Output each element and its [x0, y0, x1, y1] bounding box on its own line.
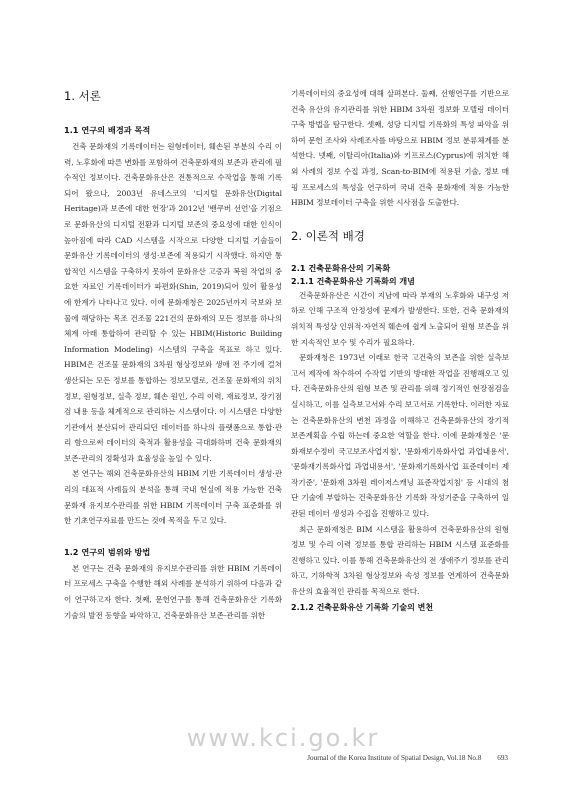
section-2-1-1-heading: 2.1.1 건축문화유산 기록화의 개념: [291, 276, 415, 286]
section-1-heading: 1. 서론: [64, 89, 101, 103]
page-footer: [307, 754, 508, 762]
section-2-1-2-heading: 2.1.2 건축문화유산 기록화 기술의 변천: [291, 602, 434, 612]
paragraph: 기록데이터의 중요성에 대해 살펴본다. 둘째, 선행연구를 기반으로 건축 유산의 유지관리를 위한 HBIM 3차원 정보화 모델링 데이터 구축 방법을 탐구한다. 셋째, 성당 디지털 기록화의 특성 파악을 위하여 문헌 조사와 사례조사를 바탕으로 HBIM 정보 분류체계를 분석한다. 넷째, 이탈리아(Italia)와 키프로스(Cyprus)에 위치한 해외 사례의 정보 수집 과정, Scan-to-BIM에 적용된 기술, 정보 매핑 프로세스의 특성을 연구하여 국내 건축 문화재에 적용 가능한 HBIM 정보데이터 구축을 위한 시사점을 도출한다.: [291, 89, 509, 208]
paragraph: 본 연구는 해외 건축문화유산의 HBIM 기반 기록데이터 생성·관리의 대표적 사례들의 분석을 통해 국내 현실에 적용 가능한 건축 문화재 유지보수관리를 위한 HBIM 기록데이터 구축 표준화를 위한 기초연구자료를 만드는 것에 목적을 두고 있다.: [64, 469, 282, 526]
section-2-heading: 2. 이론적 배경: [291, 228, 365, 243]
section-1-1-heading: 1.1 연구의 배경과 목적: [64, 125, 151, 135]
paragraph: 최근 문화재청은 BIM 시스템을 활용하여 건축문화유산의 원형정보 및 수리 이력 정보를 통합 관리하는 HBIM 시스템 표준화를 진행하고 있다. 이를 통해 건축문화유산의 전 생애주기 정보를 관리하고, 기하학적 3차원 형상정보와 속성 정보를 연계하여 건축문화유산의 효율적인 관리를 목적으로 한다.: [291, 524, 509, 597]
paragraph: 문화재청은 1973년 이래로 한국 고건축의 보존을 위한 실측보고서 제작에 착수하여 수작업 기반의 방대한 작업을 진행해오고 있다. 건축문화유산의 원형 보존 및 관리를 위해 정기적인 현장점검을 실시하고, 이를 실측보고서와 수리 보고서로 기록한다. 이러한 자료는 건축문화유산의 변천 과정을 이해하고 건축문화유산의 장기적 보존계획을 수립 하는데 중요한 역할을 한다. 이에 문화재청은 '문화재보수정비 국고보조사업지침', '문화재기록화사업 과업내용서', '문화재기록화사업 과업내용서', '문화재기록화사업 표준데이터 제작기준', '문화재 3차원 레이저스캐닝 표준작업지침' 등 시대의 첨단 기술에 부합하는 건축문화유산 기록화 작성기준을 구축하여 일관된 데이터 생성과 수집을 진행하고 있다.: [291, 353, 509, 519]
page-number: 693: [497, 754, 508, 762]
journal-citation: Journal of the Korea Institute of Spatial Design, Vol.18 No.8: [307, 754, 482, 762]
left-column: [64, 88, 282, 623]
paragraph: 건축 문화재의 기록데이터는 원형데이터, 훼손된 부분의 수리 이력, 노후화에 따른 변화를 포함하여 건축문화재의 보존과 관리에 필수적인 정보이다. 건축문화유산은 전통적으로 수작업을 통해 기록되어 왔으나, 2003년 유네스코의 '디지털 문화유산(Digital Heritage)과 보존에 대한 헌장'과 2012년 '밴쿠버 선언'을 기점으로 문화유산의 디지털 전환과 디지털 보존의 중요성에 대한 인식이 높아짐에 따라 CAD 시스템을 시작으로 다양한 디지털 기술들이 문화유산 기록데이터의 생성·보존에 적용되기 시작했다. 하지만 통합적인 시스템을 구축하지 못하여 문화유산 고증과 복원 작업의 중요한 자료인 기록데이터가 파편화(Shin, 2019)되어 있어 활용성에 한계가 나타나고 있다. 이에 문화재청은 2025년까지 국보와 보물에 해당하는 목조 건조물 221건의 문화재의 모든 정보를 하나의 체계 아래 통합하여 관리할 수 있는 HBIM(Historic Building Information Modeling) 시스템의 구축을 목표로 하고 있다. HBIM은 건조물 문화재의 3차원 형상정보와 생애 전 주기에 걸쳐 생산되는 모든 정보를 통합하는 정보모델로, 건조물 문화재의 위치 정보, 원형정보, 실측 정보, 훼손 원인, 수리 이력, 재료정보, 장기점검 내용 등을 체계적으로 관리하는 시스템이다. 이 시스템은 다양한 기관에서 분산되어 관리되던 데이터를 하나의 플랫폼으로 통합·관리 함으로써 데이터의 축적과 활용성을 극대화하며 건축 문화재의 보존·관리의 정확성과 효율성을 높일 수 있다.: [64, 142, 282, 463]
paragraph: 건축문화유산은 시간이 지남에 따라 부재의 노후화와 내구성 저하로 인해 구조적 안정성에 문제가 발생한다. 또한, 건축 문화재의 위치적 특성상 인위적·자연적 훼손에 쉽게 노출되어 원형 보존을 위한 지속적인 보수 및 수리가 필요하다.: [291, 290, 509, 347]
paragraph: 본 연구는 건축 문화재의 유지보수관리를 위한 HBIM 기록데이터 프로세스 구축을 수행한 해외 사례를 분석하기 위하여 다음과 같이 연구하고자 한다. 첫째, 문헌연구를 통해 건축문화유산 기록화 기술의 발전 동향을 파악하고, 건축문화유산 보존·관리를 위한: [64, 563, 282, 620]
section-1-2-heading: 1.2 연구의 범위와 방법: [64, 546, 151, 557]
section-2-1-heading: 2.1 건축문화유산의 기록화: [291, 262, 391, 273]
watermark: www.kci.go.kr: [186, 724, 380, 752]
right-column: [291, 88, 509, 613]
